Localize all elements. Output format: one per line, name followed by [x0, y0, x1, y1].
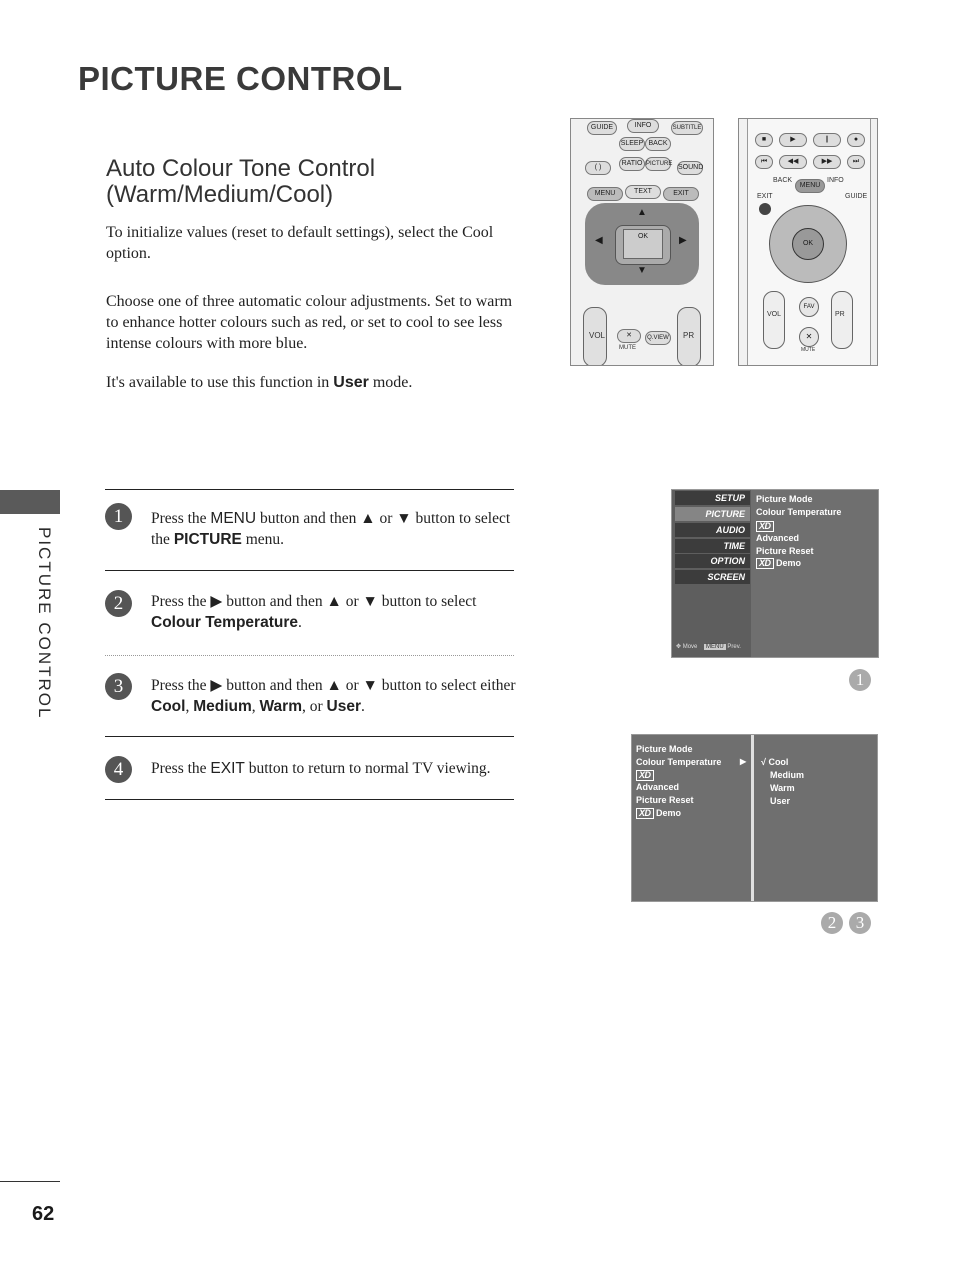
- up-arrow-icon[interactable]: ▲: [637, 207, 647, 218]
- step-divider: [105, 570, 514, 571]
- step-4-text: Press the EXIT button to return to normal TV viewing.: [151, 760, 491, 777]
- osd2-item-picture-reset[interactable]: Picture Reset: [636, 795, 694, 805]
- pause-button[interactable]: ∥: [813, 133, 841, 147]
- intro-paragraph-1: To initialize values (reset to default settings), select the Cool option.: [106, 224, 494, 262]
- mute-button[interactable]: ✕: [617, 329, 641, 343]
- osd1-item-picture-reset[interactable]: Picture Reset: [756, 546, 814, 556]
- stop-button[interactable]: ■: [755, 133, 773, 147]
- ok-button[interactable]: OK: [623, 229, 663, 259]
- para3-keyword: User: [333, 374, 369, 391]
- tab-audio[interactable]: AUDIO: [675, 523, 750, 537]
- ratio-button[interactable]: RATIO: [619, 157, 645, 171]
- step-divider: [105, 736, 514, 737]
- sound-button[interactable]: SOUND: [677, 161, 703, 175]
- side-section-label: PICTURE CONTROL: [35, 527, 54, 720]
- para3-post: mode.: [368, 374, 413, 391]
- pr-label: PR: [683, 331, 695, 340]
- down-arrow-icon[interactable]: ▼: [637, 265, 647, 276]
- osd1-item-xd-demo[interactable]: XD Demo: [756, 558, 801, 569]
- page-number: 62: [32, 1203, 55, 1225]
- osd1-item-colour-temperature[interactable]: Colour Temperature: [756, 507, 842, 517]
- step-number-2: 2: [105, 590, 132, 617]
- menu-button[interactable]: MENU: [587, 187, 623, 201]
- osd-picture-menu: [671, 489, 879, 658]
- step-divider: [105, 489, 514, 490]
- osd-colour-temperature-menu: [631, 734, 878, 902]
- info-button[interactable]: INFO: [627, 119, 659, 133]
- ok-button-right[interactable]: OK: [792, 228, 824, 260]
- step-number-3: 3: [105, 673, 132, 700]
- exit-button-right[interactable]: [759, 203, 771, 215]
- step-number-1: 1: [105, 503, 132, 530]
- back-button[interactable]: BACK: [645, 137, 671, 151]
- step-divider-dotted: [105, 655, 514, 656]
- back-label: BACK: [773, 177, 793, 184]
- nav-pad[interactable]: [585, 203, 699, 285]
- tab-time[interactable]: TIME: [675, 539, 750, 553]
- section-title-line1: Auto Colour Tone Control: [106, 155, 376, 182]
- side-tab: [0, 490, 60, 514]
- osd2-xd-logo: XD: [636, 770, 654, 781]
- right-arrow-icon[interactable]: ▶: [679, 235, 687, 246]
- menu-button-right[interactable]: MENU: [795, 179, 825, 193]
- skip-back-icon[interactable]: ⏮: [755, 155, 773, 169]
- mute-label: MUTE: [619, 345, 636, 351]
- nav-ring[interactable]: [769, 205, 847, 283]
- forward-icon[interactable]: ▶▶: [813, 155, 841, 169]
- section-title: [106, 156, 526, 208]
- fav-button[interactable]: FAV: [799, 297, 819, 317]
- option-medium[interactable]: Medium: [770, 770, 805, 780]
- osd1-item-advanced[interactable]: Advanced: [756, 533, 800, 543]
- guide-label: GUIDE: [845, 193, 868, 200]
- pr-label-right: PR: [835, 311, 845, 318]
- step-2-text: Press the ▶ button and then ▲ or ▼ button to select Colour Temperature.: [151, 593, 477, 631]
- footer-divider: [0, 1181, 60, 1182]
- mute-icon[interactable]: ✕: [799, 327, 819, 347]
- record-button[interactable]: ●: [847, 133, 865, 147]
- vol-label-right: VOL: [767, 311, 782, 318]
- ratio-icon-button[interactable]: ( ): [585, 161, 611, 175]
- step-badge-3: 3: [849, 912, 871, 934]
- vol-label: VOL: [589, 331, 606, 340]
- left-arrow-icon[interactable]: ◀: [595, 235, 603, 246]
- exit-label: EXIT: [757, 193, 773, 200]
- qview-button[interactable]: Q.VIEW: [645, 331, 671, 345]
- osd2-divider: [751, 735, 754, 901]
- step-badge-2: 2: [821, 912, 843, 934]
- tab-picture[interactable]: PICTURE: [675, 507, 750, 521]
- step-divider: [105, 799, 514, 800]
- osd2-item-advanced[interactable]: Advanced: [636, 782, 680, 792]
- remote-control-left: [570, 118, 714, 366]
- subtitle-button[interactable]: SUBTITLE: [671, 121, 703, 135]
- option-user[interactable]: User: [770, 796, 791, 806]
- tab-option[interactable]: OPTION: [675, 554, 750, 568]
- guide-button[interactable]: GUIDE: [587, 121, 617, 135]
- page-title: PICTURE CONTROL: [78, 60, 403, 97]
- step-number-4: 4: [105, 756, 132, 783]
- step-1-text: Press the MENU button and then ▲ or ▼ button to select the PICTURE menu.: [151, 510, 511, 548]
- play-button[interactable]: ▶: [779, 133, 807, 147]
- remote-control-right: [738, 118, 878, 366]
- osd2-item-xd-demo[interactable]: XD Demo: [636, 808, 681, 819]
- osd1-item-picture-mode[interactable]: Picture Mode: [756, 494, 813, 504]
- tab-setup[interactable]: SETUP: [675, 491, 750, 505]
- option-warm[interactable]: Warm: [770, 783, 795, 793]
- para3-pre: It's available to use this function in: [106, 374, 334, 391]
- volume-rocker-right[interactable]: [763, 291, 785, 349]
- mute-label-right: MUTE: [801, 347, 816, 353]
- sleep-button[interactable]: SLEEP: [619, 137, 645, 151]
- exit-button[interactable]: EXIT: [663, 187, 699, 201]
- intro-paragraph-3: [106, 372, 521, 393]
- option-cool[interactable]: √ Cool: [761, 757, 789, 767]
- rewind-icon[interactable]: ◀◀: [779, 155, 807, 169]
- section-title-line2: (Warm/Medium/Cool): [106, 181, 334, 208]
- osd2-item-colour-temperature[interactable]: Colour Temperature: [636, 757, 722, 767]
- program-rocker-right[interactable]: [831, 291, 853, 349]
- text-button[interactable]: TEXT: [625, 185, 661, 199]
- tab-screen[interactable]: SCREEN: [675, 570, 750, 584]
- osd2-submenu-arrow-icon: ▶: [740, 757, 747, 766]
- info-label: INFO: [827, 177, 844, 184]
- skip-forward-icon[interactable]: ⏭: [847, 155, 865, 169]
- osd2-item-picture-mode[interactable]: Picture Mode: [636, 744, 693, 754]
- osd1-xd-logo: XD: [756, 521, 774, 532]
- osd1-hint: ✥ Move MENU Prev.: [676, 644, 741, 650]
- intro-paragraph-2: Choose one of three automatic colour adjustments. Set to warm to enhance hotter colours such as red, or set to cool to see less intense colours with more blue.: [106, 293, 513, 352]
- picture-button[interactable]: PICTURE: [645, 157, 671, 171]
- step-badge-1: 1: [849, 669, 871, 691]
- step-3-text: Press the ▶ button and then ▲ or ▼ button to select either Cool, Medium, Warm, or User.: [151, 677, 516, 715]
